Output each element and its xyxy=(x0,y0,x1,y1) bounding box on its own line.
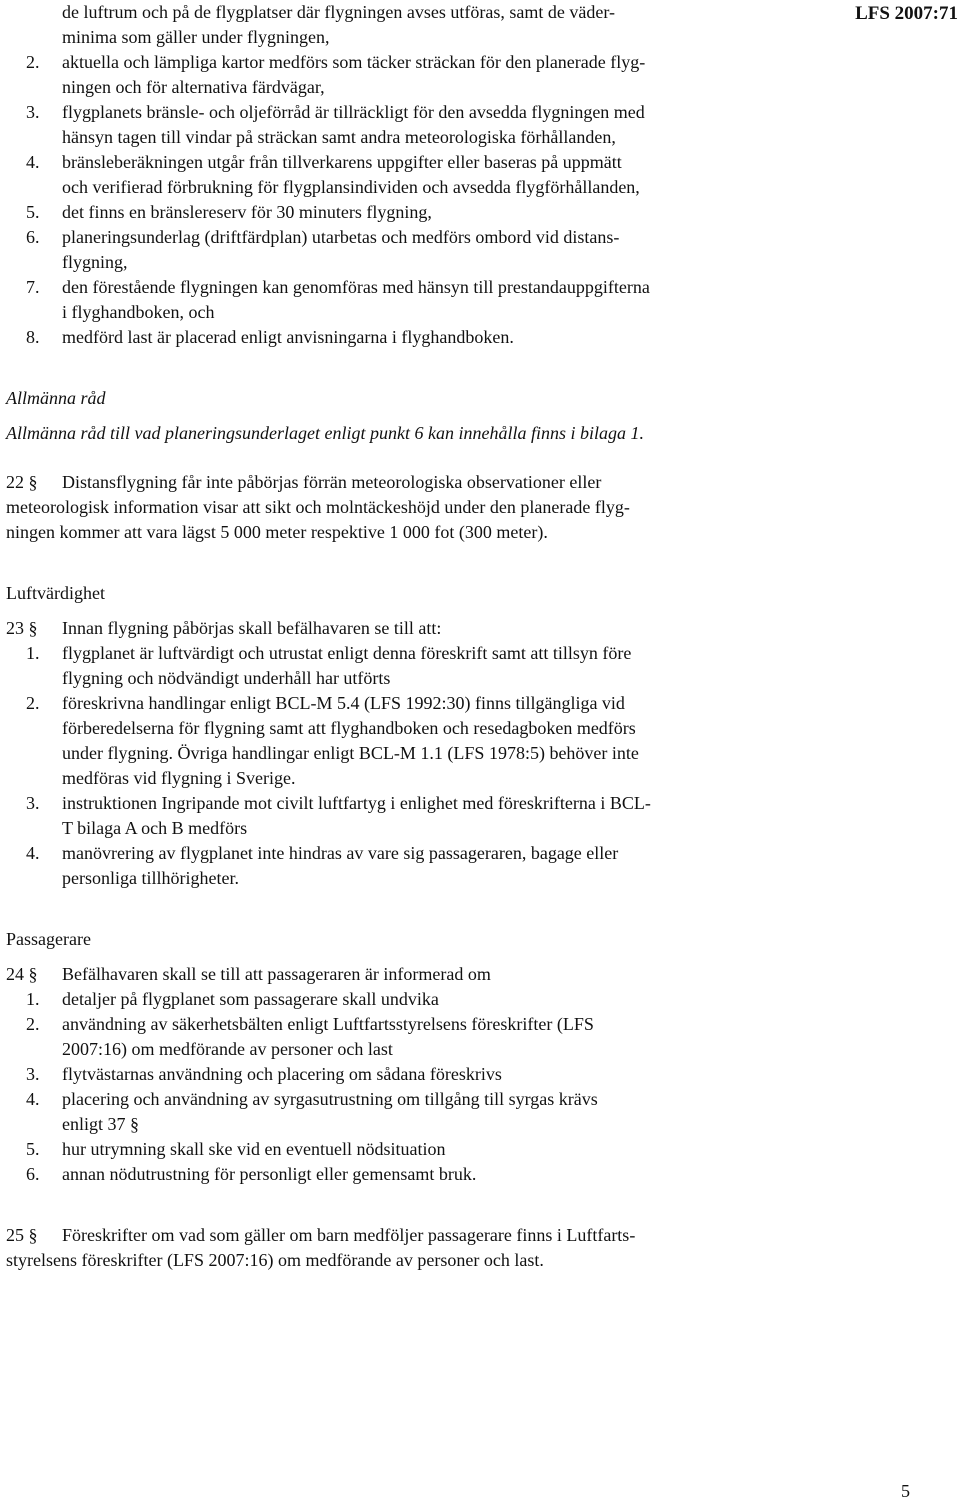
list-item xyxy=(6,200,768,225)
item-number: 2. xyxy=(26,693,40,713)
text-line: flygning och nödvändigt underhåll har utförts xyxy=(62,668,391,688)
page-number: 5 xyxy=(901,1481,910,1501)
item-number: 6. xyxy=(26,1164,40,1184)
text-line: och verifierad förbrukning för flygplansindividen och avsedda flygförhållanden, xyxy=(62,177,640,197)
list-item xyxy=(6,100,768,150)
list-item xyxy=(6,791,768,841)
item-number: 2. xyxy=(26,52,40,72)
list-item xyxy=(6,225,768,275)
text-line: flygplanet är luftvärdigt och utrustat enligt denna föreskrift samt att tillsyn före xyxy=(62,643,632,663)
item-number: 3. xyxy=(26,102,40,122)
section-marker: 25 § xyxy=(6,1225,38,1245)
regulation-code: LFS 2007:71 xyxy=(855,3,958,24)
list-item xyxy=(6,987,768,1012)
text-line: flytvästarnas användning och placering om sådana föreskrivs xyxy=(62,1064,502,1084)
text-line: användning av säkerhetsbälten enligt Luftfartsstyrelsens föreskrifter (LFS xyxy=(62,1014,594,1034)
text-line: under flygning. Övriga handlingar enligt BCL-M 1.1 (LFS 1978:5) behöver inte xyxy=(62,743,639,763)
list-item xyxy=(6,1087,768,1137)
section-marker: 22 § xyxy=(6,472,38,492)
text-line: instruktionen Ingripande mot civilt luftfartyg i enlighet med föreskrifterna i BCL- xyxy=(62,793,651,813)
section-22 xyxy=(6,470,768,545)
text-line: aktuella och lämpliga kartor medförs som täcker sträckan för den planerade flyg- xyxy=(62,52,646,72)
list-item xyxy=(6,1137,768,1162)
section-heading: Luftvärdighet xyxy=(6,583,105,603)
list-item xyxy=(6,325,768,350)
list-item xyxy=(6,691,768,791)
document-body xyxy=(6,0,768,1273)
advice-text: Allmänna råd till vad planeringsunderlaget enligt punkt 6 kan innehålla finns i bilaga 1. xyxy=(6,423,644,443)
text-line: personliga tillhörigheter. xyxy=(62,868,239,888)
item-number: 1. xyxy=(26,989,40,1009)
text-line: planeringsunderlag (driftfärdplan) utarbetas och medförs ombord vid distans- xyxy=(62,227,620,247)
text-line: den förestående flygningen kan genomföras med hänsyn till prestandauppgifterna xyxy=(62,277,650,297)
requirements-list xyxy=(6,50,768,350)
list-item xyxy=(6,1162,768,1187)
text-line: i flyghandboken, och xyxy=(62,302,215,322)
section-marker: 23 § xyxy=(6,618,38,638)
item-number: 7. xyxy=(26,277,40,297)
item-number: 2. xyxy=(26,1014,40,1034)
text-line: placering och användning av syrgasutrustning om tillgång till syrgas krävs xyxy=(62,1089,598,1109)
list-item xyxy=(6,50,768,100)
text-line: hur utrymning skall ske vid en eventuell nödsituation xyxy=(62,1139,446,1159)
text-line: manövrering av flygplanet inte hindras av vare sig passageraren, bagage eller xyxy=(62,843,619,863)
text-line: föreskrivna handlingar enligt BCL-M 5.4 (LFS 1992:30) finns tillgängliga vid xyxy=(62,693,625,713)
text-line: ningen kommer att vara lägst 5 000 meter respektive 1 000 fot (300 meter). xyxy=(6,522,548,542)
text-line: annan nödutrustning för personligt eller gemensamt bruk. xyxy=(62,1164,477,1184)
text-line: det finns en bränslereserv för 30 minuters flygning, xyxy=(62,202,432,222)
item-number: 3. xyxy=(26,793,40,813)
list-item xyxy=(6,1062,768,1087)
list-item xyxy=(6,275,768,325)
text-line: Föreskrifter om vad som gäller om barn medföljer passagerare finns i Luftfarts- xyxy=(62,1225,636,1245)
list-item xyxy=(6,1012,768,1062)
text-line: T bilaga A och B medförs xyxy=(62,818,248,838)
item-number: 5. xyxy=(26,202,40,222)
section-25 xyxy=(6,1223,768,1273)
text-line: flygning, xyxy=(62,252,128,272)
list-item xyxy=(6,841,768,891)
text-line: 2007:16) om medförande av personer och last xyxy=(62,1039,393,1059)
section-24 xyxy=(6,962,768,987)
text-line: medförd last är placerad enligt anvisningarna i flyghandboken. xyxy=(62,327,514,347)
text-line: minima som gäller under flygningen, xyxy=(62,27,330,47)
text-line: bränsleberäkningen utgår från tillverkarens uppgifter eller baseras på uppmätt xyxy=(62,152,622,172)
item-number: 4. xyxy=(26,1089,40,1109)
item-number: 4. xyxy=(26,152,40,172)
text-line: enligt 37 § xyxy=(62,1114,139,1134)
text-line: flygplanets bränsle- och oljeförråd är tillräckligt för den avsedda flygningen med xyxy=(62,102,645,122)
text-line: Befälhavaren skall se till att passageraren är informerad om xyxy=(62,964,491,984)
item-number: 1. xyxy=(26,643,40,663)
text-line: meteorologisk information visar att sikt och molntäckeshöjd under den planerade flyg- xyxy=(6,497,630,517)
passenger-list xyxy=(6,987,768,1187)
text-line: hänsyn tagen till vindar på sträckan samt andra meteorologiska förhållanden, xyxy=(62,127,616,147)
item-number: 4. xyxy=(26,843,40,863)
text-line: ningen och för alternativa färdvägar, xyxy=(62,77,325,97)
text-line: Distansflygning får inte påbörjas förrän meteorologiska observationer eller xyxy=(62,472,602,492)
text-line: styrelsens föreskrifter (LFS 2007:16) om medförande av personer och last. xyxy=(6,1250,544,1270)
section-heading: Passagerare xyxy=(6,929,91,949)
item-number: 8. xyxy=(26,327,40,347)
text-line: de luftrum och på de flygplatser där flygningen avses utföras, samt de väder- xyxy=(62,2,615,22)
continued-text xyxy=(6,0,768,50)
text-line: förberedelserna för flygning samt att flyghandboken och resedagboken medförs xyxy=(62,718,636,738)
item-number: 5. xyxy=(26,1139,40,1159)
text-line: Innan flygning påbörjas skall befälhavaren se till att: xyxy=(62,618,442,638)
section-marker: 24 § xyxy=(6,964,38,984)
item-number: 3. xyxy=(26,1064,40,1084)
section-23 xyxy=(6,616,768,641)
item-number: 6. xyxy=(26,227,40,247)
list-item xyxy=(6,641,768,691)
airworthiness-list xyxy=(6,641,768,891)
text-line: medföras vid flygning i Sverige. xyxy=(62,768,296,788)
advice-heading: Allmänna råd xyxy=(6,388,106,408)
text-line: detaljer på flygplanet som passagerare skall undvika xyxy=(62,989,439,1009)
list-item xyxy=(6,150,768,200)
